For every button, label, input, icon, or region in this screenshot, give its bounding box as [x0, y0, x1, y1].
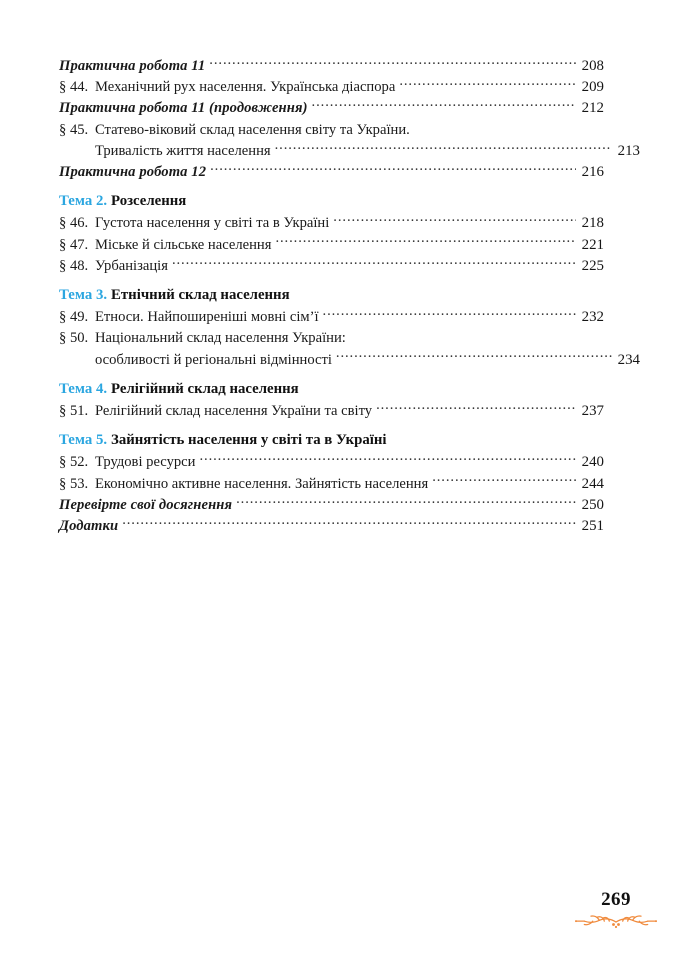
toc-entry-title: Практична робота 12	[59, 164, 207, 181]
table-of-contents	[59, 56, 640, 537]
dot-leader	[236, 495, 576, 509]
dot-leader	[275, 141, 612, 155]
dot-leader	[333, 213, 576, 227]
dot-leader	[172, 256, 576, 270]
toc-entry-title: Міське й сільське населення	[95, 236, 272, 253]
toc-entry-line[interactable]	[59, 328, 604, 349]
theme-number: Тема 5.	[59, 432, 108, 449]
dot-leader	[275, 235, 576, 249]
toc-entry-title-continued: Тривалість життя населення	[95, 142, 271, 159]
toc-entry-title: Релігійний склад населення України та світу	[95, 403, 373, 420]
dot-leader	[199, 452, 576, 466]
toc-entry-title: Урбанізація	[95, 257, 168, 274]
toc-entry-number: § 47.	[59, 236, 89, 253]
toc-entry-number: § 50.	[59, 330, 89, 347]
toc-entry[interactable]	[59, 256, 604, 277]
dot-leader	[122, 516, 576, 530]
toc-entry-page: 251	[581, 518, 604, 535]
toc-entry-page: 250	[581, 496, 604, 513]
toc-entry-number: § 49.	[59, 309, 89, 326]
toc-entry-line[interactable]	[59, 120, 604, 141]
theme-number: Тема 4.	[59, 380, 108, 397]
dot-leader	[399, 77, 576, 91]
toc-entry-number: § 51.	[59, 403, 89, 420]
toc-entry-title: Густота населення у світі та в Україні	[95, 215, 330, 232]
dot-leader	[209, 56, 576, 70]
toc-entry[interactable]	[59, 452, 604, 473]
theme-number: Тема 3.	[59, 287, 108, 304]
theme-title: Релігійний склад населення	[111, 380, 299, 397]
toc-entry-title: Економічно активне населення. Зайнятість населення	[95, 475, 429, 492]
toc-entry-number: § 48.	[59, 257, 89, 274]
toc-entry-page: 240	[581, 454, 604, 471]
toc-entry[interactable]	[59, 401, 604, 422]
toc-entry-title-continued: особливості й регіональні відмінності	[95, 351, 332, 368]
toc-entry-number: § 52.	[59, 454, 89, 471]
theme-number: Тема 2.	[59, 193, 108, 210]
toc-entry-page: 213	[617, 142, 640, 159]
theme-title: Зайнятість населення у світі та в Україні	[111, 432, 387, 449]
toc-entry-page: 225	[581, 257, 604, 274]
toc-entry[interactable]	[59, 235, 604, 256]
toc-entry-page: 237	[581, 403, 604, 420]
toc-entry-number: § 44.	[59, 79, 89, 96]
theme-heading	[59, 430, 604, 451]
toc-entry-page: 218	[581, 215, 604, 232]
toc-entry[interactable]	[59, 56, 604, 77]
toc-entry-page: 221	[581, 236, 604, 253]
toc-entry-page: 232	[581, 309, 604, 326]
toc-entry[interactable]	[59, 98, 604, 119]
toc-entry-title: Етноси. Найпоширеніші мовні сім’ї	[95, 309, 319, 326]
toc-entry-page: 234	[617, 351, 640, 368]
toc-entry-title: Статево-віковий склад населення світу та України.	[95, 121, 410, 138]
toc-entry-title: Національний склад населення України:	[95, 330, 346, 347]
theme-title: Розселення	[111, 193, 187, 210]
toc-entry-number: § 46.	[59, 215, 89, 232]
theme-heading	[59, 191, 604, 212]
toc-entry[interactable]	[59, 162, 604, 183]
toc-entry-title: Практична робота 11 (продовження)	[59, 100, 308, 117]
theme-heading	[59, 285, 604, 306]
toc-entry-title: Трудові ресурси	[95, 454, 196, 471]
toc-entry-page: 208	[581, 58, 604, 74]
toc-entry[interactable]	[59, 77, 604, 98]
toc-entry-title: Перевірте свої досягнення	[59, 496, 233, 513]
toc-entry-title: Додатки	[59, 518, 119, 535]
toc-entry[interactable]	[59, 307, 604, 328]
page-footer	[566, 890, 666, 933]
toc-entry-number: § 45.	[59, 121, 89, 138]
dot-leader	[376, 401, 576, 415]
toc-entry-page: 216	[581, 164, 604, 181]
toc-entry-continuation[interactable]	[59, 350, 640, 371]
toc-entry[interactable]	[59, 474, 604, 495]
toc-entry[interactable]	[59, 495, 604, 516]
theme-title: Етнічний склад населення	[111, 287, 290, 304]
theme-heading	[59, 379, 604, 400]
toc-entry-continuation[interactable]	[59, 141, 640, 162]
toc-entry-title: Механічний рух населення. Українська діаспора	[95, 79, 396, 96]
dot-leader	[210, 162, 576, 176]
toc-entry[interactable]	[59, 516, 604, 537]
dot-leader	[336, 350, 612, 364]
toc-entry-page: 212	[581, 100, 604, 117]
toc-entry-page: 209	[581, 79, 604, 96]
toc-entry[interactable]	[59, 213, 604, 234]
toc-entry-number: § 53.	[59, 475, 89, 492]
floral-ornament-icon	[566, 911, 666, 933]
dot-leader	[312, 98, 576, 112]
folio-number: 269	[601, 889, 631, 910]
toc-entry-title: Практична робота 11	[59, 58, 206, 74]
toc-entry-page: 244	[581, 475, 604, 492]
dot-leader	[323, 307, 576, 321]
dot-leader	[432, 474, 576, 488]
